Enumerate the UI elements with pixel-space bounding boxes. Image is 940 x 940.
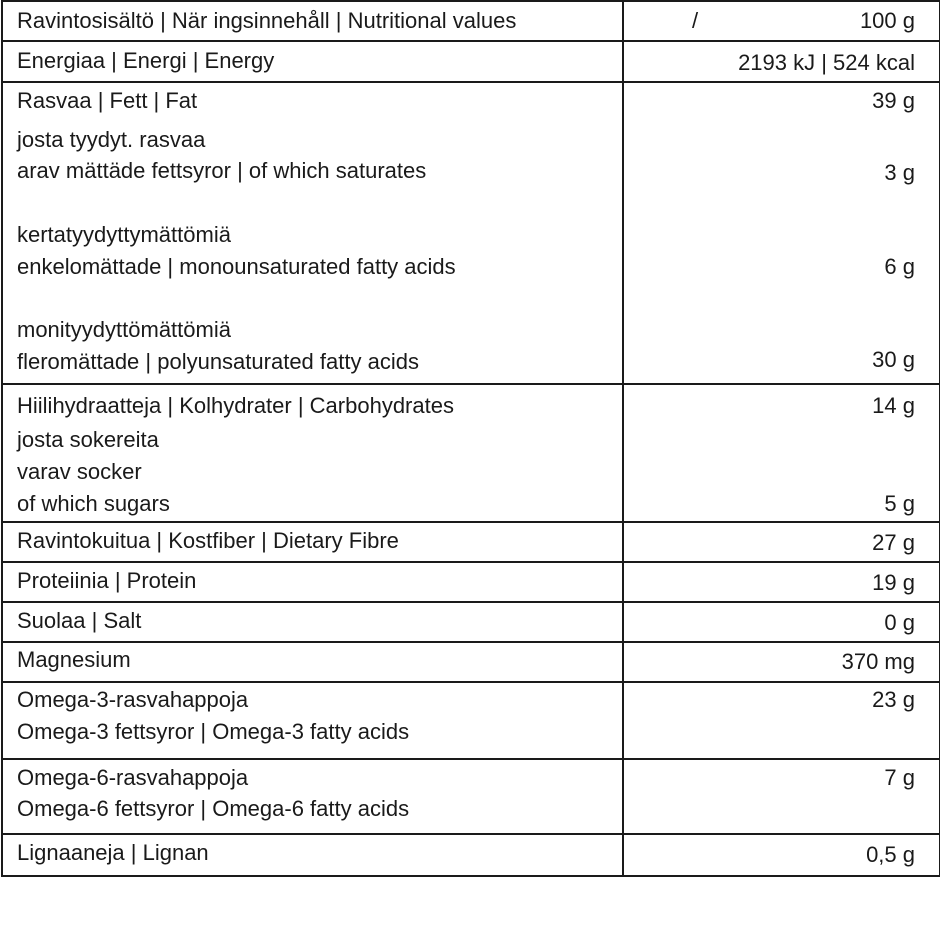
salt-value: 0 g xyxy=(884,610,915,635)
energy-value: 2193 kJ | 524 kcal xyxy=(738,50,915,75)
omega6-label-cell xyxy=(3,760,624,833)
table-row-energy xyxy=(3,42,939,83)
carbs-label-cell xyxy=(3,385,624,521)
poly-value: 30 g xyxy=(872,347,915,372)
salt-label-cell xyxy=(3,603,624,641)
sugars-label-3: of which sugars xyxy=(17,491,170,516)
fibre-label-cell xyxy=(3,523,624,561)
lignan-label: Lignaaneja | Lignan xyxy=(17,840,209,865)
fat-label: Rasvaa | Fett | Fat xyxy=(17,88,198,113)
fat-value-cell xyxy=(624,83,939,383)
magnesium-label: Magnesium xyxy=(17,647,131,672)
poly-label-2: fleromättade | polyunsaturated fatty acids xyxy=(17,349,419,374)
mono-label-2: enkelomättade | monounsaturated fatty acids xyxy=(17,254,456,279)
magnesium-value-cell xyxy=(624,643,939,681)
omega3-value-cell xyxy=(624,683,939,758)
fat-label-cell xyxy=(3,83,624,383)
magnesium-value: 370 mg xyxy=(841,649,915,674)
header-row xyxy=(3,2,939,42)
energy-label: Energiaa | Energi | Energy xyxy=(17,48,275,73)
omega6-label-1: Omega-6-rasvahappoja xyxy=(17,765,249,790)
table-row-fibre xyxy=(3,523,939,563)
carbs-value-cell xyxy=(624,385,939,521)
mono-value: 6 g xyxy=(884,254,915,279)
saturates-value: 3 g xyxy=(884,160,915,185)
energy-label-cell xyxy=(3,42,624,81)
lignan-value-cell xyxy=(624,835,939,875)
nutrition-table xyxy=(1,0,940,877)
header-value: 100 g xyxy=(859,8,915,33)
carbs-value: 14 g xyxy=(872,393,915,418)
protein-label: Proteiinia | Protein xyxy=(17,568,197,593)
table-row-lignan xyxy=(3,835,939,877)
fibre-label: Ravintokuitua | Kostfiber | Dietary Fibre xyxy=(17,528,399,553)
omega3-label-2: Omega-3 fettsyror | Omega-3 fatty acids xyxy=(17,719,410,744)
protein-label-cell xyxy=(3,563,624,601)
omega3-value: 23 g xyxy=(872,687,915,712)
fibre-value-cell xyxy=(624,523,939,561)
lignan-label-cell xyxy=(3,835,624,875)
table-row-carbs xyxy=(3,385,939,523)
table-row-omega6 xyxy=(3,760,939,835)
energy-value-cell xyxy=(624,42,939,81)
sugars-label-1: josta sokereita xyxy=(17,427,159,452)
omega6-label-2: Omega-6 fettsyror | Omega-6 fatty acids xyxy=(17,796,410,821)
saturates-label-2: arav mättäde fettsyror | of which saturates xyxy=(17,158,427,183)
poly-label-1: monityydyttömättömiä xyxy=(17,317,231,342)
carbs-label: Hiilihydraatteja | Kolhydrater | Carbohydrates xyxy=(17,393,454,418)
sugars-value: 5 g xyxy=(884,491,915,516)
salt-label: Suolaa | Salt xyxy=(17,608,142,633)
omega6-value-cell xyxy=(624,760,939,833)
omega6-value: 7 g xyxy=(884,765,915,790)
fat-value: 39 g xyxy=(872,88,915,113)
protein-value-cell xyxy=(624,563,939,601)
header-separator: / xyxy=(692,8,699,33)
protein-value: 19 g xyxy=(872,570,915,595)
header-label: Ravintosisältö | När ingsinnehåll | Nutritional values xyxy=(17,8,517,33)
omega3-label-cell xyxy=(3,683,624,758)
salt-value-cell xyxy=(624,603,939,641)
mono-label-1: kertatyydyttymättömiä xyxy=(17,222,231,247)
fibre-value: 27 g xyxy=(872,530,915,555)
saturates-label-1: josta tyydyt. rasvaa xyxy=(17,127,206,152)
table-row-omega3 xyxy=(3,683,939,760)
table-row-fat xyxy=(3,83,939,385)
table-row-magnesium xyxy=(3,643,939,683)
omega3-label-1: Omega-3-rasvahappoja xyxy=(17,687,249,712)
lignan-value: 0,5 g xyxy=(866,842,915,867)
magnesium-label-cell xyxy=(3,643,624,681)
table-row-protein xyxy=(3,563,939,603)
header-value-cell xyxy=(624,2,939,40)
header-label-cell xyxy=(3,2,624,40)
sugars-label-2: varav socker xyxy=(17,459,142,484)
table-row-salt xyxy=(3,603,939,643)
